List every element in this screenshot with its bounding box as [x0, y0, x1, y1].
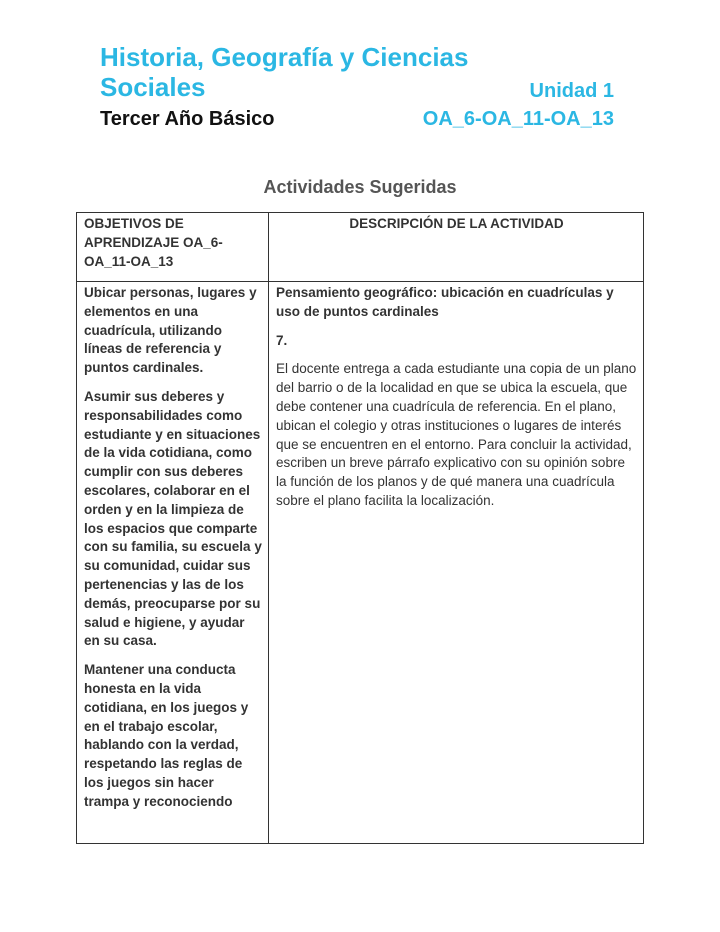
activity-cell [269, 282, 644, 844]
activities-table [76, 212, 644, 844]
activity-heading: Pensamiento geográfico: ubicación en cuadrículas y uso de puntos cardinales [276, 285, 614, 319]
activity-description: El docente entrega a cada estudiante una copia de un plano del barrio o de la localidad en que se ubica la escuela, que debe contener una cuadrícula de referencia. En el plano, ubican el colegio y otras instituciones o lugares de interés que se encuentren en el entorno. Para concluir la actividad, escriben un breve párrafo explicativo con su opinión sobre la función de los planos y de qué manera una cuadrícula sobre el plano facilita la localización. [276, 361, 637, 508]
objectives-header: OBJETIVOS DE APRENDIZAJE OA_6-OA_11-OA_13 [77, 213, 269, 282]
description-header: DESCRIPCIÓN DE LA ACTIVIDAD [269, 213, 644, 282]
oa-codes: OA_6-OA_11-OA_13 [422, 108, 614, 130]
table-header-row [77, 213, 644, 282]
objective-item: Mantener una conducta honesta en la vida cotidiana, en los juegos y en el trabajo escolar, hablando con la verdad, respetando las reglas de los juegos sin hacer trampa y reconociendo [84, 662, 249, 809]
document-title: Historia, Geografía y Ciencias Sociales [100, 42, 469, 102]
section-title: Actividades Sugeridas [263, 177, 457, 197]
table-row [77, 282, 644, 844]
objective-item: Ubicar personas, lugares y elementos en una cuadrícula, utilizando líneas de referencia y puntos cardinales. [84, 285, 257, 376]
objectives-cell [77, 282, 269, 844]
activity-number: 7. [276, 332, 288, 348]
unit-label: Unidad 1 [529, 80, 614, 102]
objective-item: Asumir sus deberes y responsabilidades como estudiante y en situaciones de la vida cotidiana, como cumplir con sus deberes escolares, colaborar en el orden y en la limpieza de los espacios que comparte con su familia, su escuela y su comunidad, cuidar sus pertenencias y las de los demás, preocuparse por su salud e higiene, y ayudar en su casa. [84, 388, 262, 649]
grade-label: Tercer Año Básico [100, 108, 275, 130]
